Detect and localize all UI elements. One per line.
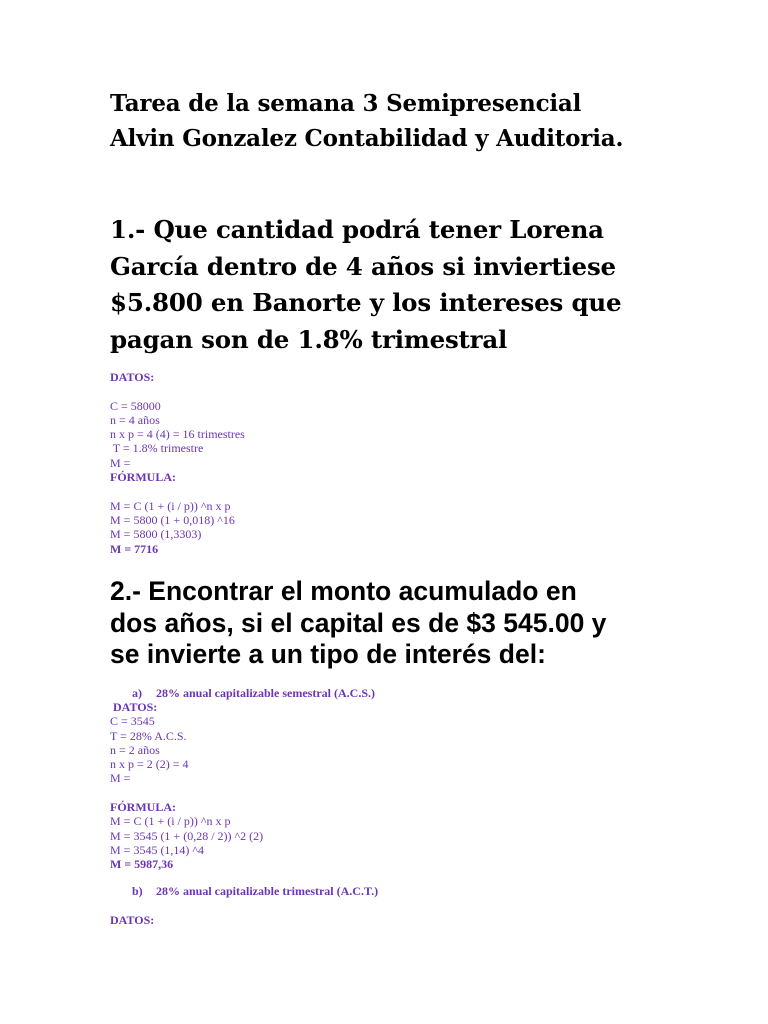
q2a-formula-label: FÓRMULA:: [110, 800, 176, 815]
q2a-formula-line: M = C (1 + (i / p)) ^n x p: [110, 814, 231, 829]
q2a-datos-line: n = 2 años: [110, 742, 160, 757]
q1-datos-label: DATOS:: [110, 370, 155, 384]
question-1-solution: [110, 370, 530, 556]
q1-formula-label: FÓRMULA:: [110, 470, 176, 485]
q2-a-text: 28% anual capitalizable semestral (A.C.S.): [156, 686, 375, 700]
q1-datos-line: T = 1.8% trimestre: [110, 441, 204, 456]
q2-line: 2.- Encontrar el monto acumulado en: [110, 576, 577, 606]
q1-formula-line: M = 5800 (1 + 0,018) ^16: [110, 512, 235, 527]
q1-datos-line: n = 4 años: [110, 412, 160, 427]
q2-line: dos años, si el capital es de $3 545.00 y: [110, 607, 607, 638]
title-line-2: Alvin Gonzalez Contabilidad y Auditoria.: [110, 125, 624, 152]
q1-line: 1.- Que cantidad podrá tener Lorena: [110, 215, 604, 244]
q2-b-marker: b): [132, 884, 143, 898]
document-title: [110, 86, 730, 156]
question-2b-solution: [110, 913, 530, 927]
q2a-datos-line: C = 3545: [110, 714, 155, 729]
question-2-heading: [110, 576, 750, 671]
question-1-heading: [110, 212, 730, 358]
q2a-formula-line: M = 3545 (1,14) ^4: [110, 842, 205, 857]
q1-datos-line: M =: [110, 455, 131, 470]
q2a-formula-line: M = 3545 (1 + (0,28 / 2)) ^2 (2): [110, 828, 264, 843]
q2-line: se invierte a un tipo de interés del:: [110, 639, 546, 669]
q2-a-marker: a): [132, 686, 142, 700]
q2-b-text: 28% anual capitalizable trimestral (A.C.T.): [156, 884, 379, 898]
q2a-datos-line: n x p = 2 (2) = 4: [110, 757, 189, 772]
q1-result: M = 7716: [110, 541, 159, 556]
q2a-datos-line: T = 28% A.C.S.: [110, 728, 187, 743]
title-line-1: Tarea de la semana 3 Semipresencial: [110, 90, 582, 117]
q2a-datos-line: M =: [110, 771, 131, 786]
q1-line: pagan son de 1.8% trimestral: [110, 324, 508, 354]
q1-formula-line: M = C (1 + (i / p)) ^n x p: [110, 498, 231, 513]
q2a-result: M = 5987,36: [110, 857, 174, 872]
question-2a-solution: [110, 700, 530, 872]
q1-line: García dentro de 4 años si inviertiese: [110, 251, 616, 281]
q2a-datos-label: DATOS:: [110, 700, 158, 714]
q1-line: $5.800 en Banorte y los intereses que: [110, 288, 622, 317]
q1-formula-line: M = 5800 (1,3303): [110, 527, 202, 542]
q1-datos-line: C = 58000: [110, 398, 161, 413]
q1-datos-line: n x p = 4 (4) = 16 trimestres: [110, 427, 245, 442]
q2b-datos-label: DATOS:: [110, 913, 155, 927]
